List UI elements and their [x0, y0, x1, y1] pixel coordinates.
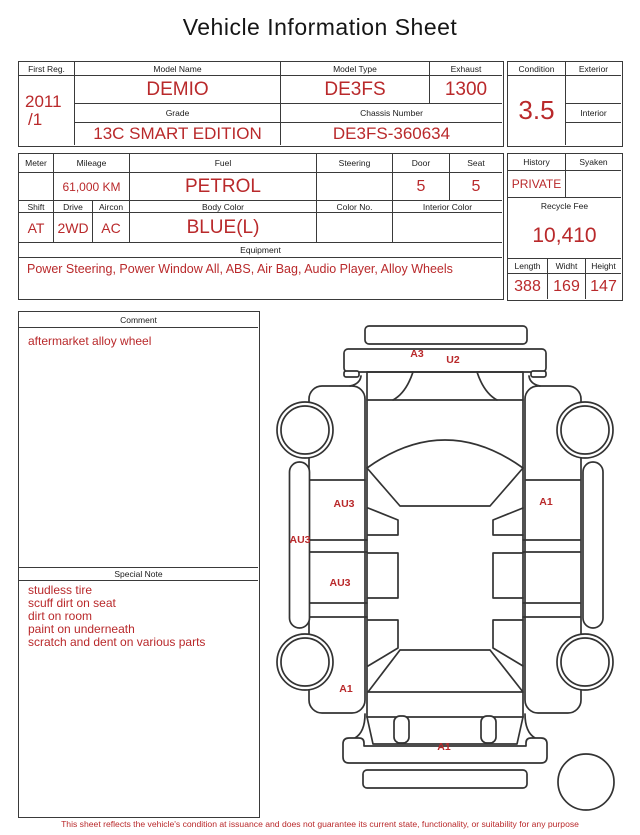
body-color-label: Body Color — [130, 201, 317, 213]
front-bumper-bar — [344, 349, 546, 372]
model-name-value: DEMIO — [75, 76, 281, 104]
identity-table — [18, 61, 504, 147]
interior-color-value — [393, 213, 502, 243]
condition-box — [507, 61, 623, 147]
spare-tire — [558, 754, 614, 810]
grade-value: 13C SMART EDITION — [75, 123, 281, 145]
condition-score: 3.5 — [508, 76, 566, 145]
rear-bumper-bottom-bar — [363, 770, 527, 788]
page-title: Vehicle Information Sheet — [182, 14, 458, 40]
specs-table — [18, 153, 504, 300]
model-name-label: Model Name — [75, 62, 281, 76]
front-bumper-top-bar — [365, 326, 527, 344]
width-label: Widht — [548, 259, 586, 274]
right-sill-rail — [583, 462, 603, 628]
meter-value — [19, 173, 54, 201]
fuel-value: PETROL — [130, 173, 317, 201]
damage-code-label: U2 — [446, 354, 460, 366]
width-value: 169 — [548, 274, 586, 299]
special-note-line: dirt on room — [28, 608, 93, 623]
condition-label: Condition — [508, 62, 566, 76]
height-value: 147 — [590, 277, 617, 295]
grade-label: Grade — [75, 104, 281, 123]
front-bumper-left-tab — [344, 371, 359, 377]
damage-code-label: A1 — [539, 496, 553, 508]
chassis-number-label: Chassis Number — [281, 104, 502, 123]
body-color-value: BLUE(L) — [130, 213, 317, 243]
tailgate-left-cutout — [394, 716, 409, 743]
length-value: 388 — [508, 274, 548, 299]
model-type-label: Model Type — [281, 62, 430, 76]
meter-label: Meter — [19, 154, 54, 173]
door-value: 5 — [393, 173, 450, 201]
first-reg-month: /1 — [28, 109, 43, 129]
aircon-label: Aircon — [93, 201, 130, 213]
fuel-label: Fuel — [130, 154, 317, 173]
tailgate-right-cutout — [481, 716, 496, 743]
interior-color-label: Interior Color — [393, 201, 502, 213]
mileage-label: Mileage — [54, 154, 130, 173]
first-reg-year: 2011 — [25, 91, 62, 111]
comment-box — [18, 311, 260, 818]
door-label: Door — [393, 154, 450, 173]
first-reg-value — [19, 76, 75, 145]
model-type-value: DE3FS — [281, 76, 430, 104]
comment-text: aftermarket alloy wheel — [28, 334, 152, 348]
comment-header: Comment — [19, 312, 258, 328]
history-value: PRIVATE — [508, 171, 566, 198]
damage-code-label: AU3 — [289, 534, 311, 546]
special-note-line: scratch and dent on various parts — [28, 634, 206, 649]
shift-value: AT — [19, 213, 54, 243]
special-note-line: studless tire — [28, 583, 93, 597]
equipment-value: Power Steering, Power Window All, ABS, Air Bag, Audio Player, Alloy Wheels — [27, 262, 453, 276]
steering-value — [317, 173, 393, 201]
aircon-value: AC — [93, 213, 130, 243]
length-label: Length — [508, 259, 548, 274]
disclaimer-text: This sheet reflects the vehicle's condition at issuance and does not guarantee its current state, functionality, or suitability for any purpose — [61, 819, 579, 829]
equipment-label: Equipment — [19, 243, 502, 258]
damage-code-label: A1 — [339, 683, 353, 695]
syaken-label: Syaken — [566, 154, 621, 171]
damage-code-label: AU3 — [333, 498, 355, 510]
seat-label: Seat — [450, 154, 502, 173]
damage-code-label: A3 — [410, 348, 424, 360]
history-box — [507, 153, 623, 301]
seat-value: 5 — [450, 173, 502, 201]
special-note-header: Special Note — [19, 567, 258, 581]
special-note-line: paint on underneath — [28, 621, 135, 636]
first-reg-label: First Reg. — [19, 62, 75, 76]
recycle-fee-value: 10,410 — [508, 214, 621, 259]
steering-label: Steering — [317, 154, 393, 173]
exterior-value — [566, 76, 621, 104]
exterior-label: Exterior — [566, 62, 621, 76]
recycle-fee-label: Recycle Fee — [540, 201, 589, 211]
front-bumper-right-tab — [531, 371, 546, 377]
interior-label: Interior — [566, 104, 621, 123]
interior-value — [566, 123, 621, 145]
special-note-line: scuff dirt on seat — [28, 595, 116, 610]
exhaust-label: Exhaust — [430, 62, 502, 76]
color-no-label: Color No. — [317, 201, 393, 213]
drive-value: 2WD — [54, 213, 93, 243]
history-label: History — [508, 154, 566, 171]
exhaust-value: 1300 — [430, 76, 502, 104]
mileage-value: 61,000 KM — [54, 173, 130, 201]
special-note-lines — [28, 584, 205, 649]
damage-code-label: AU3 — [329, 577, 351, 589]
damage-code-label: A1 — [437, 741, 451, 753]
color-no-value — [317, 213, 393, 243]
shift-label: Shift — [19, 201, 54, 213]
height-label: Height — [586, 259, 621, 274]
car-damage-diagram — [270, 310, 640, 815]
drive-label: Drive — [54, 201, 93, 213]
chassis-number-value: DE3FS-360634 — [332, 124, 451, 143]
syaken-value — [566, 171, 621, 198]
